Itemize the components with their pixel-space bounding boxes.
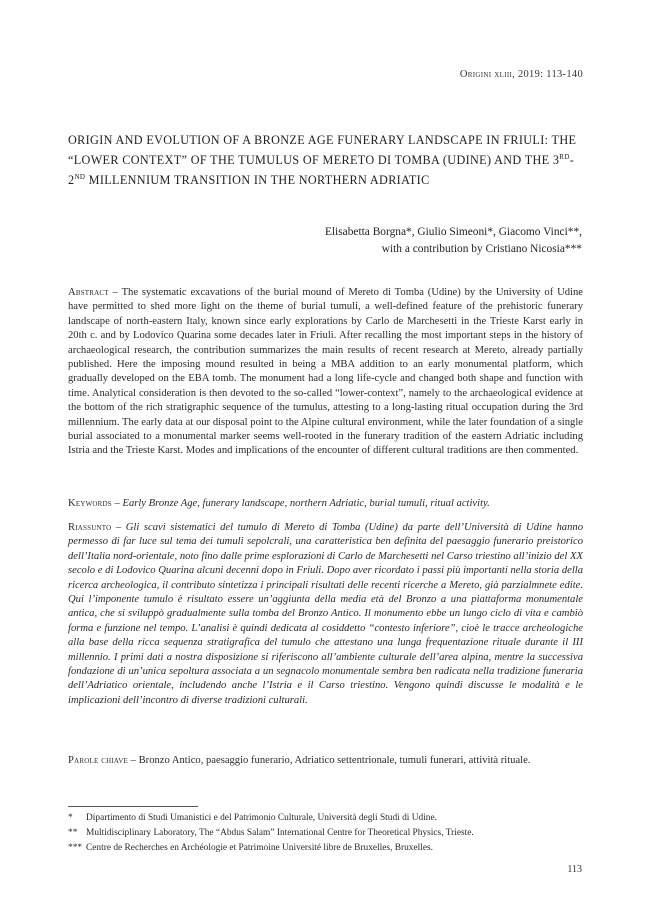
riassunto-label: Riassunto [68,522,112,533]
footnote-mark: *** [68,843,83,853]
footnote-text: Centre de Recherches en Archéologie et Patrimoine Université libre de Bruxelles, Bruxelles. [86,843,434,853]
footnote-divider [68,806,198,807]
title-superscript-nd: ND [74,173,86,182]
author-list [325,224,582,258]
title-part-2: -2 [68,153,575,188]
footnote-mark: ** [68,828,78,838]
footnotes [68,811,588,856]
running-head: Origini xliii, 2019: 113-140 [459,69,583,80]
footnote-text: Dipartimento di Studi Umanistici e del Patrimonio Culturale, Università degli Studi di Udine. [86,813,437,823]
title-superscript-rd: RD [559,153,570,161]
keywords-text: Early Bronze Age, funerary landscape, northern Adriatic, burial tumuli, ritual activity. [122,498,490,509]
parole-chiave-text: – Bronzo Antico, paesaggio funerario, Adriatico settentrionale, tumuli funerari, attività rituale. [128,755,531,766]
abstract-label: Abstract [68,287,109,298]
footnote-text: Multidisciplinary Laboratory, The “Abdus Salam” International Centre for Theoretical Physics, Trieste. [86,828,474,838]
page-number: 113 [567,864,582,875]
keywords [68,497,583,511]
riassunto-separator: – [111,522,126,533]
authors-line-1: Elisabetta Borgna*, Giulio Simeoni*, Giacomo Vinci**, [324,226,582,238]
footnote-mark: * [68,813,73,823]
keywords-label: Keywords [68,498,112,509]
keywords-separator: – [111,498,123,509]
parole-chiave [68,754,583,768]
authors-line-2: with a contribution by Cristiano Nicosia*** [381,243,582,255]
abstract [68,286,583,459]
parole-chiave-label: Parole chiave [68,755,129,766]
riassunto [68,521,583,708]
riassunto-text: Gli scavi sistematici del tumulo di Mereto di Tomba (Udine) da parte dell’Università di Udine hanno permesso di far luce sul tema dei tumuli sepolcrali, una caratteristica ben definita del paesaggio funerario preistorico dell’Italia nord-orientale, noto fino dalle prime esplorazioni di Carlo de Marchesetti nel Carso triestino all’inizio del XX secolo e di Lodovico Quarina alcuni decenni dopo in Friuli. Dopo aver ricordato i passi più importanti nella storia della ricerca archeologica, il contributo sintetizza i principali risultati delle recenti ricerche a Mereto, già parzialmnete edite. Qui l’imponente tumulo è risultato essere un’aggiunta della media età del Bronzo a una piattaforma monumentale antica, che si sviluppò gradualmente sulla tomba del Bronzo Antico. Il monumento ebbe un lungo ciclo di vita e cambiò forma e funzione nel tempo. L’analisi è quindi dedicata al cosiddetto “contesto inferiore”, cioè le tracce archeologiche alla base della ricca sequenza stratigrafica del tumulo che attestano una lunga frequentazione rituale durante il III millennio. I primi dati a nostra disposizione si riferiscono all’ambiente culturale dell’area alpina, mentre la successiva fondazione di un’unica sepoltura associata a un segnacolo monumentale sembra ben radicata nella tradizione funeraria dell’Adriatico orientale, includendo anche l’Istria e il Carso triestino. Vengono quindi discusse le modalità e le implicazioni dell’incontro di diverse tradizioni culturali. [68,522,583,706]
footnote-2 [68,826,588,841]
title-part-1: ORIGIN AND EVOLUTION OF A BRONZE AGE FUNERARY LANDSCAPE IN FRIULI: THE “LOWER CONTEXT” OF THE TUMULUS OF MERETO DI TOMBA (UDINE) AND THE 3 [68,133,577,168]
footnote-1 [68,811,588,826]
title-part-3: MILLENNIUM TRANSITION IN THE NORTHERN ADRIATIC [85,173,430,188]
article-title [68,132,588,189]
abstract-text: – The systematic excavations of the burial mound of Mereto di Tomba (Udine) by the University of Udine have permitted to shed more light on the theme of burial tumuli, a well-defined feature of the prehistoric funerary landscape of north-eastern Italy, known since early explorations by Carlo de Marchesetti in the Trieste Karst early in 20th c. and by Lodovico Quarina some decades later in Friuli. After recalling the most important steps in the history of archaeological research, the contribution summarizes the main results of recent research at Mereto, already partially published. Here the imposing mound resulted in being a MBA addition to an early monumental platform, which gradually developed on the EBA tomb. The monument had a long life-cycle and changed both shape and function with time. Analytical consideration is then devoted to the so-called “lower-context”, namely to the archaeological evidence at the bottom of the rich stratigraphic sequence of the tumulus, attesting to a long-lasting ritual occupation during the 3rd millennium. The early data at our disposal point to the Alpine cultural environment, while the later foundation of a single burial associated to a monumental marker seems well-rooted in the funerary tradition of the eastern Adriatic including Istria and the Trieste Karst. Modes and implications of the encounter of different cultural traditions are then commented. [68,287,583,457]
footnote-3 [68,841,588,856]
